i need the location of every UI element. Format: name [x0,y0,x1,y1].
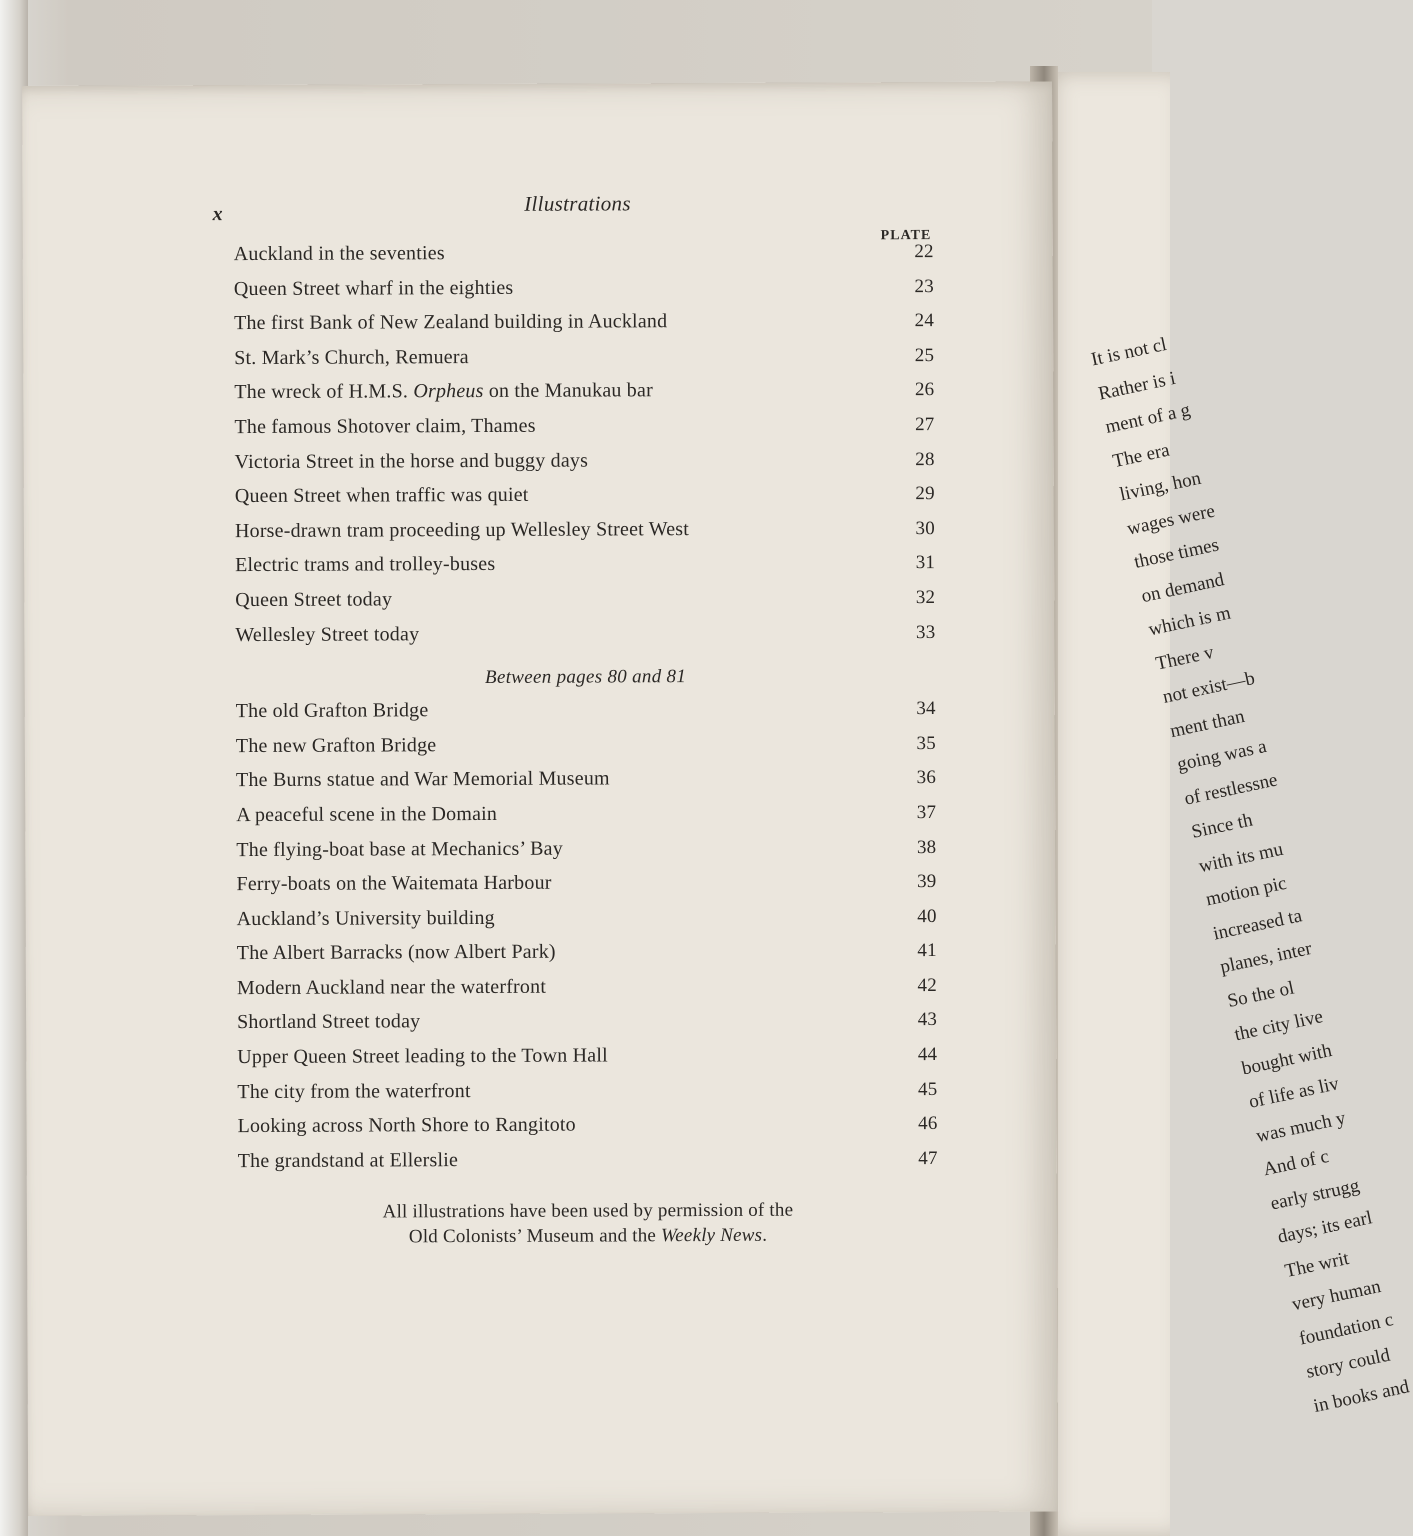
plate-number: 41 [917,940,937,962]
facing-page-line: bought with [1239,1039,1334,1080]
illustration-entry [235,482,935,520]
illustration-title: The grandstand at Ellerslie [237,1148,459,1172]
facing-page-line: ment than [1168,705,1247,742]
illustration-entry [235,448,935,486]
illustration-entry [237,1112,937,1150]
facing-page-line: with its mu [1196,838,1285,877]
illustration-entry [235,517,935,555]
illustration-title: Queen Street today [235,588,393,612]
illustration-title: Wellesley Street today [235,622,420,646]
illustration-title: Queen Street wharf in the eighties [233,276,514,300]
plate-number: 29 [915,483,935,505]
plate-number: 25 [914,344,935,366]
facing-page-line: early strugg [1268,1174,1362,1215]
illustration-title: A peaceful scene in the Domain [236,802,498,826]
plate-number: 22 [914,241,934,263]
illustration-entry [237,939,937,977]
facing-page-line: The era [1110,439,1172,472]
illustration-title: Horse-drawn tram proceeding up Wellesley Street West [234,517,690,542]
plate-number: 30 [915,517,935,539]
illustrations-list [234,240,938,1184]
illustration-entry [235,621,935,659]
illustration-title-part: on the Manukau bar [483,379,653,403]
credits-note [238,1197,938,1250]
facing-page-line: story could [1304,1344,1392,1383]
illustration-title: Auckland in the seventies [233,242,445,266]
illustration-entry [236,836,936,874]
illustration-title [234,380,653,405]
credits-line-1: All illustrations have been used by permission of the [382,1199,794,1223]
illustrations-group-2 [236,697,938,1184]
facing-page-line: And of c [1261,1145,1331,1181]
illustration-entry [234,309,934,347]
illustration-title-part: The wreck of H.M.S. [234,380,414,404]
credits-line-2 [238,1222,938,1250]
page-folio: x [212,203,223,226]
plate-number: 24 [914,310,935,332]
facing-page-line: planes, inter [1218,937,1314,978]
illustration-title: Queen Street when traffic was quiet [234,483,529,508]
illustrations-group-1 [234,240,936,658]
plate-number: 34 [916,698,936,720]
facing-page-line: So the ol [1225,976,1296,1012]
facing-page-line: It is not cl [1089,333,1169,371]
plate-number: 44 [917,1044,938,1066]
illustration-entry [236,801,936,839]
facing-page-line: of restlessne [1182,768,1280,810]
plate-number: 33 [915,621,936,643]
book-page-illustrations [22,82,1058,1516]
facing-page-line: The writ [1282,1247,1351,1282]
illustration-entry [234,413,934,451]
plate-number: 26 [914,379,935,401]
plate-number: 23 [914,275,934,297]
facing-page-line: not exist—b [1160,667,1257,708]
illustration-title: The Burns statue and War Memorial Museum [235,767,610,792]
illustration-title: The new Grafton Bridge [235,733,437,757]
illustration-title: The old Grafton Bridge [235,699,429,723]
ship-name: Orpheus [413,380,484,403]
illustration-title: Victoria Street in the horse and buggy days [234,449,589,473]
facing-page-line: wages were [1125,500,1217,540]
facing-page-line: which is m [1146,602,1233,641]
illustration-entry [237,1008,937,1046]
facing-page-line: in books and [1311,1375,1411,1417]
illustration-entry [234,378,934,416]
illustration-entry [234,240,934,278]
illustration-entry [234,275,934,313]
plate-number: 43 [917,1009,938,1031]
illustration-title: Upper Queen Street leading to the Town Hall [237,1044,608,1069]
illustration-title: Modern Auckland near the waterfront [236,975,547,999]
illustration-title: Looking across North Shore to Rangitoto [237,1113,576,1138]
facing-page-line: those times [1132,534,1221,573]
plate-number: 28 [915,448,935,470]
illustration-title: The city from the waterfront [237,1079,471,1103]
section-heading: Between pages 80 and 81 [484,666,687,689]
facing-page-line: was much y [1254,1107,1348,1147]
illustration-title: The famous Shotover claim, Thames [234,414,536,439]
page-content [22,82,1058,1516]
plate-column-header: PLATE [880,228,932,244]
plate-number: 36 [916,767,937,789]
plate-number: 40 [917,905,937,927]
running-head: Illustrations [524,191,631,216]
plate-number: 27 [915,413,935,436]
facing-page-line: Rather is i [1096,367,1178,405]
illustration-title: Electric trams and trolley-buses [235,553,496,577]
illustration-title: St. Mark’s Church, Remuera [234,345,469,369]
facing-page [1040,72,1411,1536]
credits-publication-title: Weekly News [660,1224,763,1247]
illustration-title: Ferry-boats on the Waitemata Harbour [236,871,552,896]
facing-page-line: There v [1153,641,1216,675]
illustration-entry [237,1043,937,1081]
facing-page-line: ment of a g [1103,399,1193,438]
illustration-entry [236,766,936,804]
illustration-entry [237,905,937,943]
illustration-title: Auckland’s University building [236,906,495,930]
facing-page-line: on demand [1139,568,1226,607]
credits-line-2-end: . [762,1224,768,1246]
facing-page-text [1088,324,1413,1424]
illustration-entry [237,1078,937,1116]
illustration-entry [236,697,936,735]
illustration-entry [236,732,936,770]
illustration-title: Shortland Street today [237,1010,421,1034]
illustration-title: The first Bank of New Zealand building in Auckland [233,310,668,335]
facing-page-line: very human [1290,1275,1383,1316]
illustration-entry [236,870,936,908]
facing-page-line: foundation c [1297,1308,1396,1350]
plate-number: 32 [915,586,936,609]
facing-page-line: Since th [1189,809,1255,843]
illustration-entry [235,551,935,589]
plate-number: 35 [916,732,936,754]
illustration-entry [237,974,937,1012]
plate-number: 42 [917,974,937,996]
illustration-entry [238,1147,938,1185]
plate-number: 39 [917,871,937,893]
illustration-entry [235,586,935,624]
plate-number: 31 [915,552,936,574]
plate-number: 38 [916,836,937,858]
facing-page-line: increased ta [1211,904,1304,945]
illustration-entry [234,344,934,382]
facing-page-line: of life as liv [1247,1073,1341,1113]
illustration-title: The flying-boat base at Mechanics’ Bay [236,837,563,861]
facing-page-line: living, hon [1117,467,1203,506]
facing-page-line: going was a [1175,735,1269,776]
plate-number: 47 [918,1147,938,1169]
facing-page-line: days; its earl [1275,1207,1375,1248]
facing-page-line: the city live [1232,1006,1325,1046]
credits-line-2-text: Old Colonists’ Museum and the [408,1225,662,1248]
illustration-title: The Albert Barracks (now Albert Park) [236,940,556,965]
plate-number: 46 [918,1113,938,1135]
facing-page-line: motion pic [1204,872,1289,911]
plate-number: 45 [917,1078,938,1100]
plate-number: 37 [916,801,937,824]
